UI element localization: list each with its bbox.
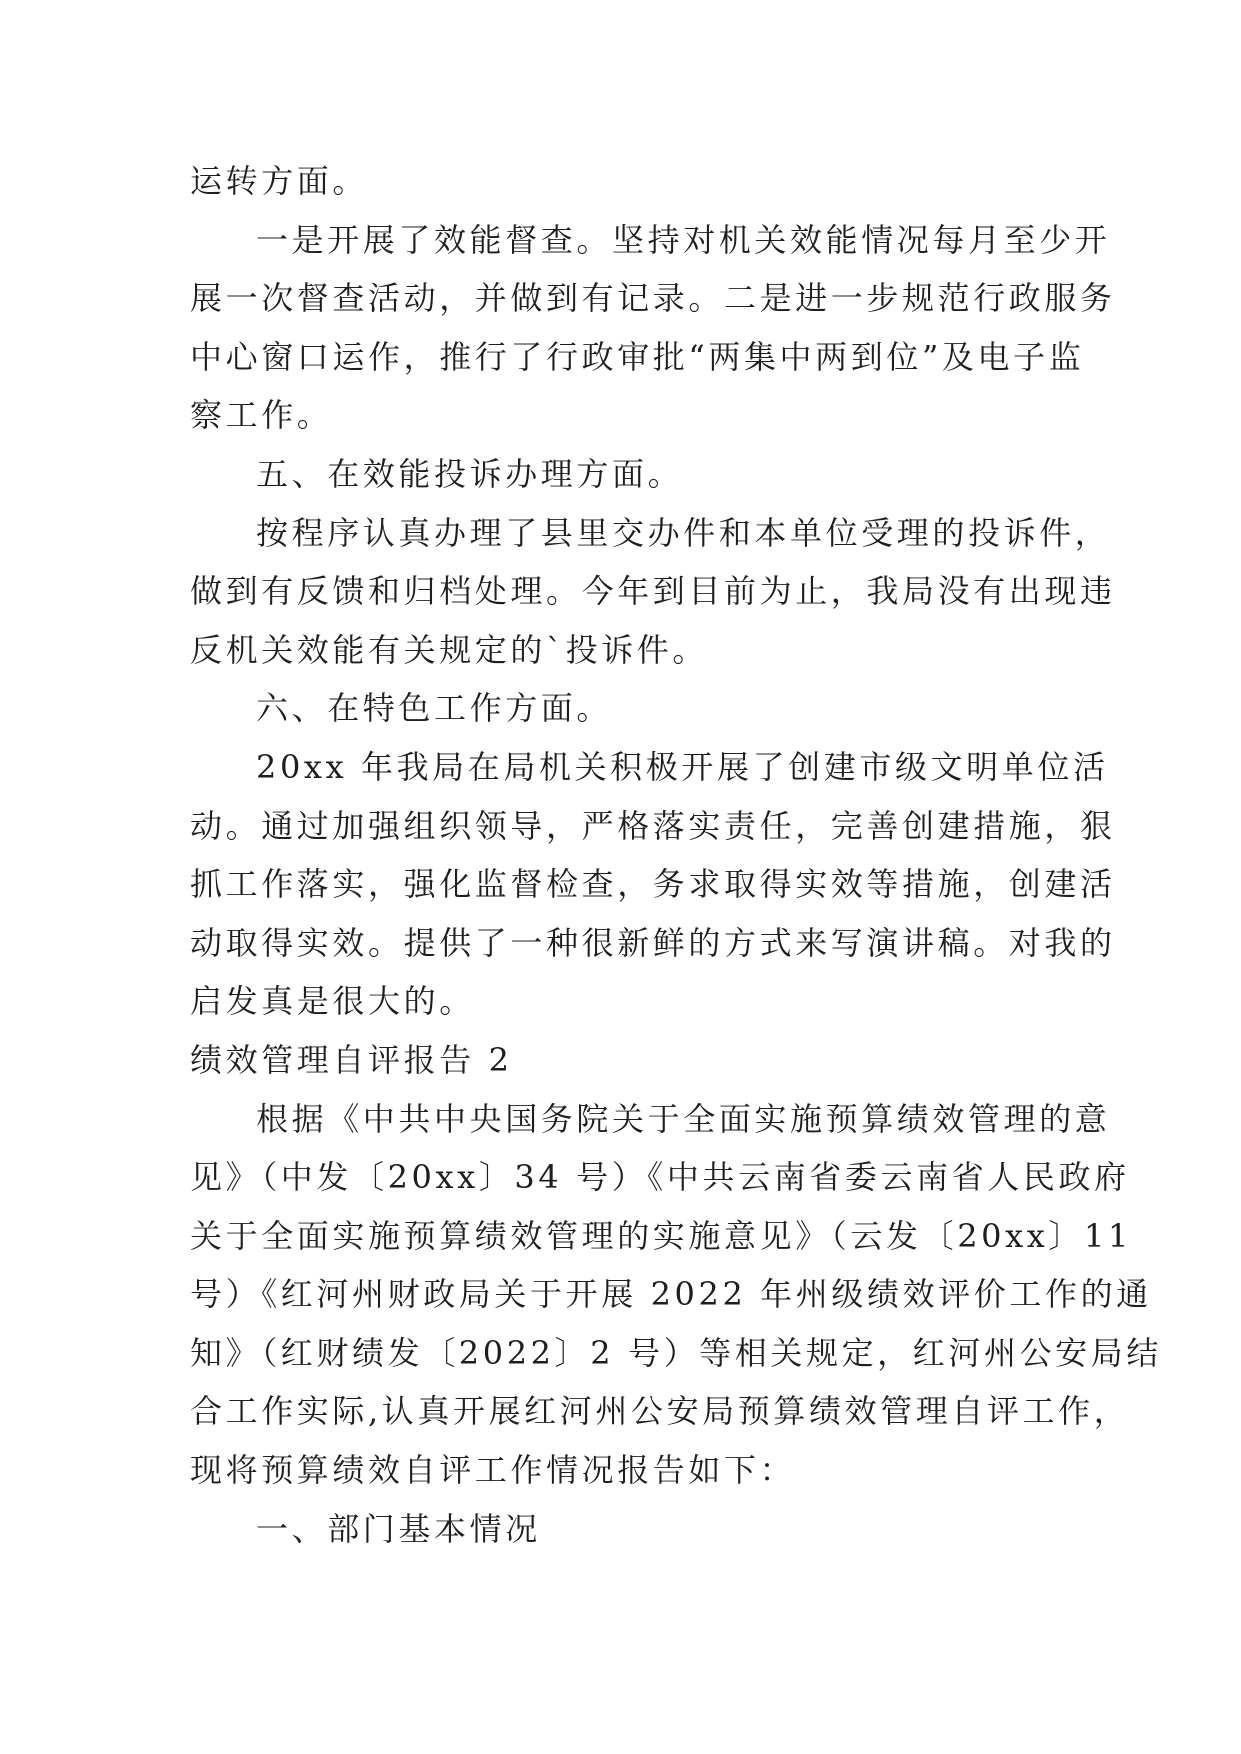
text-line: 关于全面实施预算绩效管理的实施意见》（云发〔20xx〕11 — [190, 1216, 1132, 1255]
text-line: 见》（中发〔20xx〕34 号）《中共云南省委云南省人民政府 — [190, 1158, 1130, 1197]
text-line: 反机关效能有关规定的`投诉件。 — [190, 630, 709, 669]
paragraph-start: 按程序认真办理了县里交办件和本单位受理的投诉件， — [256, 513, 1111, 552]
report-title: 绩效管理自评报告 2 — [190, 1040, 513, 1079]
paragraph-start: 根据《中共中央国务院关于全面实施预算绩效管理的意 — [256, 1099, 1111, 1138]
text-line: 抓工作落实，强化监督检查，务求取得实效等措施，创建活 — [190, 865, 1116, 904]
section-heading: 一、部门基本情况 — [256, 1509, 541, 1548]
section-heading: 五、在效能投诉办理方面。 — [256, 454, 684, 493]
text-line: 做到有反馈和归档处理。今年到目前为止，我局没有出现违 — [190, 572, 1116, 611]
document-body — [190, 152, 1162, 1558]
text-line: 中心窗口运作，推行了行政审批“两集中两到位”及电子监 — [190, 337, 1085, 376]
paragraph-start: 20xx 年我局在局机关积极开展了创建市级文明单位活 — [256, 747, 1109, 786]
section-heading: 六、在特色工作方面。 — [256, 689, 613, 728]
text-line: 现将预算绩效自评工作情况报告如下： — [190, 1451, 796, 1490]
text-line: 运转方面。 — [190, 162, 369, 200]
text-line: 展一次督查活动，并做到有记录。二是进一步规范行政服务 — [190, 279, 1116, 318]
paragraph-start: 一是开展了效能督查。坚持对机关效能情况每月至少开 — [256, 220, 1111, 259]
text-line: 启发真是很大的。 — [190, 982, 475, 1021]
text-line: 合工作实际,认真开展红河州公安局预算绩效管理自评工作， — [190, 1392, 1130, 1431]
text-line: 察工作。 — [190, 396, 333, 435]
text-line: 动取得实效。提供了一种很新鲜的方式来写演讲稿。对我的 — [190, 923, 1116, 962]
text-line: 动。通过加强组织领导，严格落实责任，完善创建措施，狠 — [190, 806, 1116, 845]
text-line: 号）《红河州财政局关于开展 2022 年州级绩效评价工作的通 — [190, 1275, 1152, 1314]
text-line: 知》（红财绩发〔2022〕2 号）等相关规定，红河州公安局结 — [190, 1333, 1162, 1372]
